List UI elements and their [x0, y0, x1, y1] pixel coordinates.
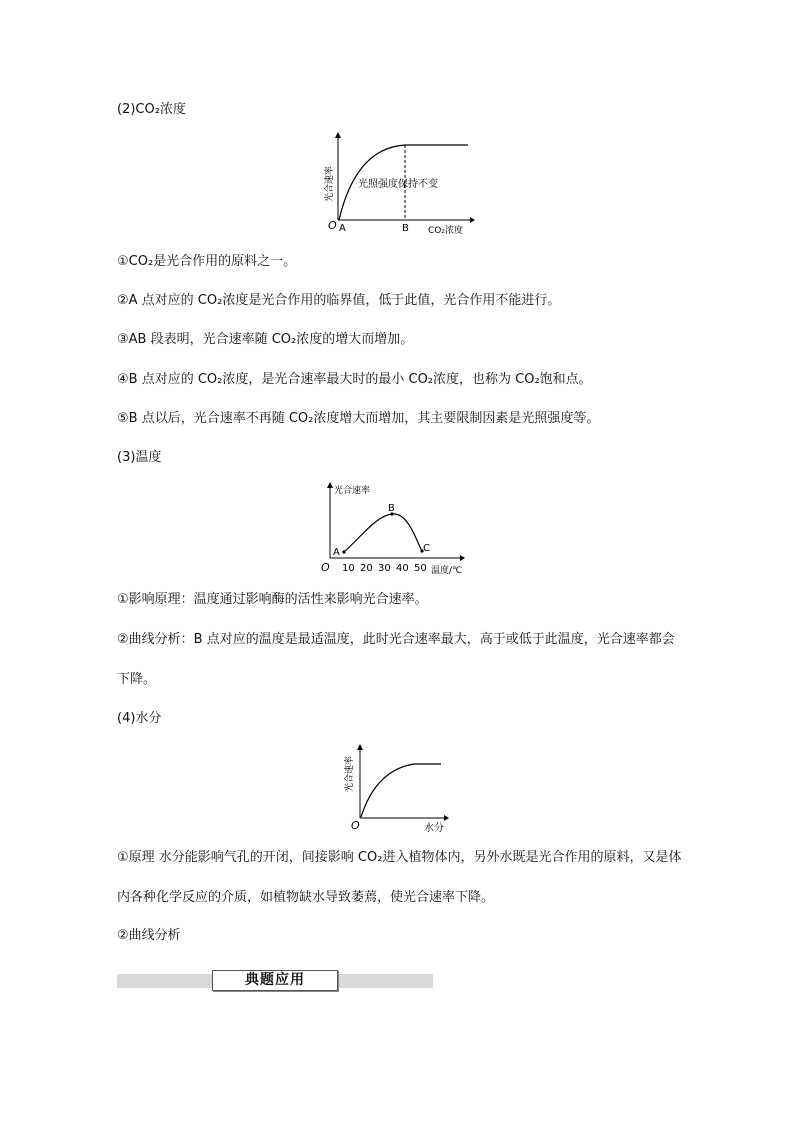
y-axis-arrow	[357, 744, 363, 750]
origin-label: O	[321, 561, 330, 574]
x-axis-arrow	[444, 815, 449, 821]
x-axis-label: 温度/℃	[431, 566, 463, 576]
point-b-label: B	[402, 223, 409, 234]
banner-title: 典题应用	[212, 970, 338, 991]
section-heading-co2: (2)CO₂浓度	[117, 102, 186, 117]
tick-30: 30	[378, 563, 391, 574]
x-axis-arrow	[460, 555, 465, 561]
water-point-1: ①原理 水分能影响气孔的开闭，间接影响 CO₂进入植物体内，另外水既是光合作用的原料，又是体内各种化学反应的介质，如植物缺水导致萎蔫，使光合速率下降。	[117, 850, 682, 905]
x-axis-label: 水分	[424, 823, 444, 834]
x-axis-label: CO₂浓度	[428, 226, 463, 236]
tick-50: 50	[414, 563, 427, 574]
origin-label: O	[328, 219, 337, 232]
co2-chart	[318, 132, 476, 238]
tick-20: 20	[360, 563, 373, 574]
point-b-label: B	[388, 503, 395, 514]
point-a-marker	[342, 550, 345, 553]
y-axis-arrow	[327, 482, 333, 488]
water-point-2: ②曲线分析	[117, 928, 181, 943]
tick-40: 40	[396, 563, 409, 574]
temperature-point-1: ①影响原理：温度通过影响酶的活性来影响光合速率。	[117, 592, 428, 607]
tick-10: 10	[342, 563, 355, 574]
y-axis-label: 光合速率	[334, 486, 371, 496]
point-c-label: C	[423, 543, 430, 554]
water-chart	[340, 742, 452, 834]
section-banner	[117, 970, 433, 990]
y-axis-label: 光合速率	[345, 755, 355, 793]
origin-label: O	[351, 819, 360, 832]
co2-point-2: ②A 点对应的 CO₂浓度是光合作用的临界值，低于此值，光合作用不能进行。	[117, 293, 561, 308]
co2-point-3: ③AB 段表明，光合速率随 CO₂浓度的增大而增加。	[117, 332, 414, 347]
point-a-label: A	[333, 547, 340, 558]
x-axis-arrow	[470, 217, 475, 223]
y-axis-label: 光合速率	[325, 165, 335, 203]
section-heading-temperature: (3)温度	[117, 450, 162, 465]
co2-point-4: ④B 点对应的 CO₂浓度，是光合速率最大时的最小 CO₂浓度，也称为 CO₂饱和点。	[117, 372, 592, 387]
temperature-chart	[318, 480, 474, 578]
annotation-text: 光照强度保持不变	[358, 179, 438, 190]
co2-point-5: ⑤B 点以后，光合速率不再随 CO₂浓度增大而增加，其主要限制因素是光照强度等。	[117, 411, 600, 426]
point-a-label: A	[339, 223, 346, 234]
co2-point-1: ①CO₂是光合作用的原料之一。	[117, 254, 297, 269]
temperature-curve	[344, 514, 422, 552]
water-curve	[361, 764, 441, 817]
temperature-point-2: ②曲线分析：B 点对应的温度是最适温度，此时光合速率最大，高于或低于此温度，光合速率都会下降。	[117, 632, 675, 687]
section-heading-water: (4)水分	[117, 711, 162, 726]
y-axis-arrow	[335, 132, 341, 138]
